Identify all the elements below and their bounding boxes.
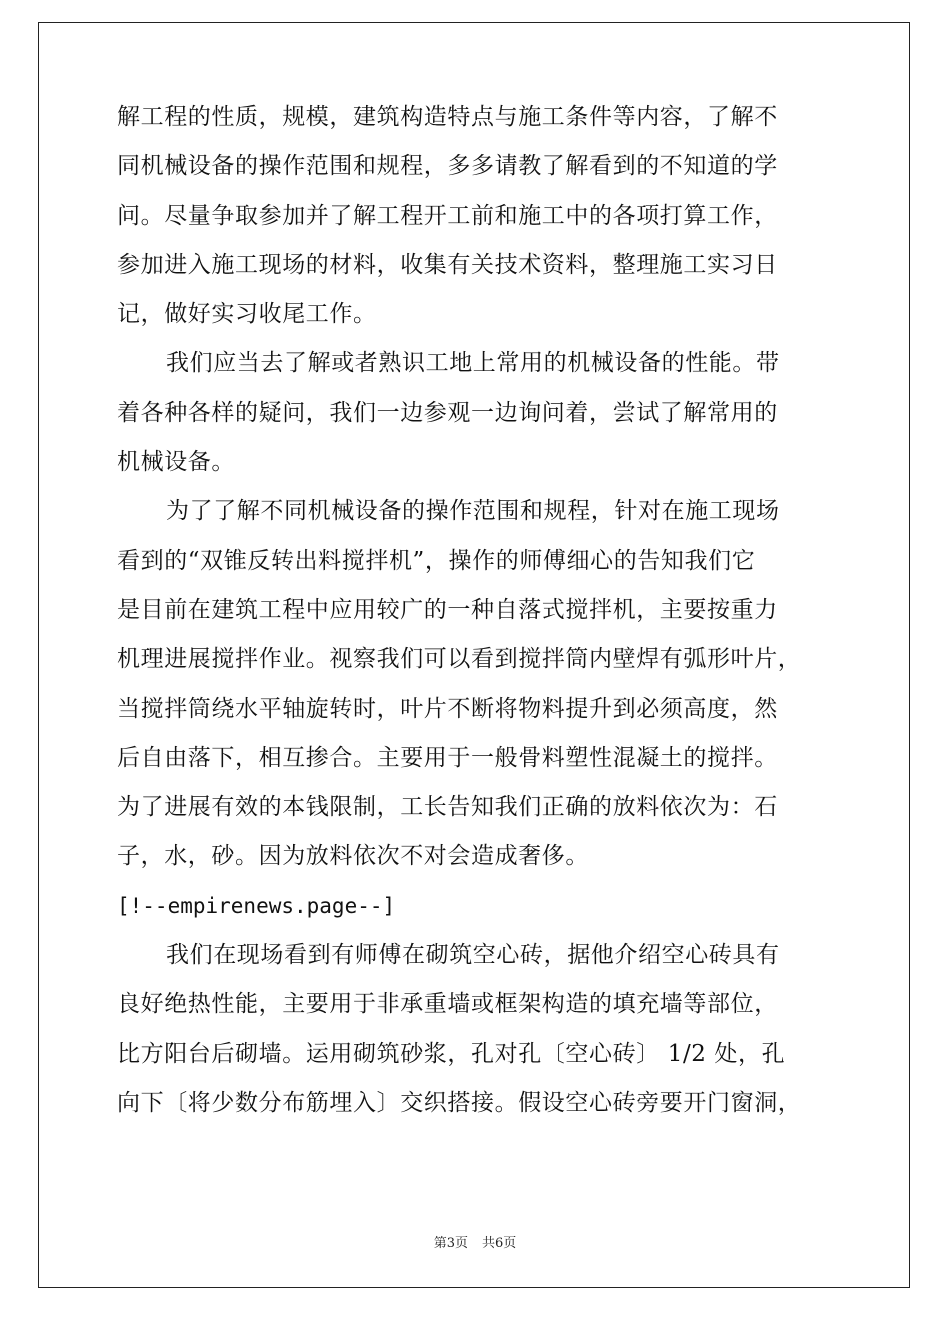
text-line: 看到的“双锥反转出料搅拌机”，操作的师傅细心的告知我们它 bbox=[117, 547, 756, 574]
current-page-label: 第3页 bbox=[433, 1236, 468, 1251]
text-line: 同机械设备的操作范围和规程，多多请教了解看到的不知道的学 bbox=[117, 153, 778, 180]
paragraph-start-line: 为了了解不同机械设备的操作范围和规程，针对在施工现场 bbox=[166, 498, 780, 525]
text-line: 比方阳台后砌墙。运用砌筑砂浆，孔对孔〔空心砖〕 1/2 处，孔 bbox=[117, 1040, 786, 1067]
total-pages-label: 共6页 bbox=[482, 1236, 517, 1251]
text-line: 机理进展搅拌作业。视察我们可以看到搅拌筒内壁焊有弧形叶片， bbox=[117, 646, 802, 673]
text-line: 良好绝热性能，主要用于非承重墙或框架构造的填充墙等部位， bbox=[117, 991, 778, 1018]
text-line: 后自由落下，相互掺合。主要用于一般骨料塑性混凝土的搅拌。 bbox=[117, 744, 778, 771]
document-body bbox=[117, 93, 837, 1128]
text-line: 为了进展有效的本钱限制，工长告知我们正确的放料依次为：石 bbox=[117, 794, 778, 821]
paragraph-start-line: 我们应当去了解或者熟识工地上常用的机械设备的性能。带 bbox=[166, 350, 780, 377]
paragraph-start-line: 我们在现场看到有师傅在砌筑空心砖，据他介绍空心砖具有 bbox=[166, 942, 780, 969]
text-line: 是目前在建筑工程中应用较广的一种自落式搅拌机，主要按重力 bbox=[117, 596, 778, 623]
text-line: 参加进入施工现场的材料，收集有关技术资料，整理施工实习日 bbox=[117, 251, 778, 278]
text-line: 解工程的性质，规模，建筑构造特点与施工条件等内容，了解不 bbox=[117, 104, 778, 130]
text-line: 记，做好实习收尾工作。 bbox=[117, 301, 377, 328]
page-footer bbox=[0, 1232, 950, 1251]
text-line: 机械设备。 bbox=[117, 449, 235, 476]
page-break-marker: [!--empirenews.page--] bbox=[117, 893, 396, 918]
text-line: 着各种各样的疑问，我们一边参观一边询问着，尝试了解常用的 bbox=[117, 399, 778, 426]
text-line: 向下〔将少数分布筋埋入〕交织搭接。假设空心砖旁要开门窗洞， bbox=[117, 1089, 802, 1116]
text-line: 当搅拌筒绕水平轴旋转时，叶片不断将物料提升到必须高度，然 bbox=[117, 695, 778, 722]
text-line: 子，水，砂。因为放料依次不对会造成奢侈。 bbox=[117, 843, 589, 870]
text-line: 问。尽量争取参加并了解工程开工前和施工中的各项打算工作， bbox=[117, 202, 778, 229]
